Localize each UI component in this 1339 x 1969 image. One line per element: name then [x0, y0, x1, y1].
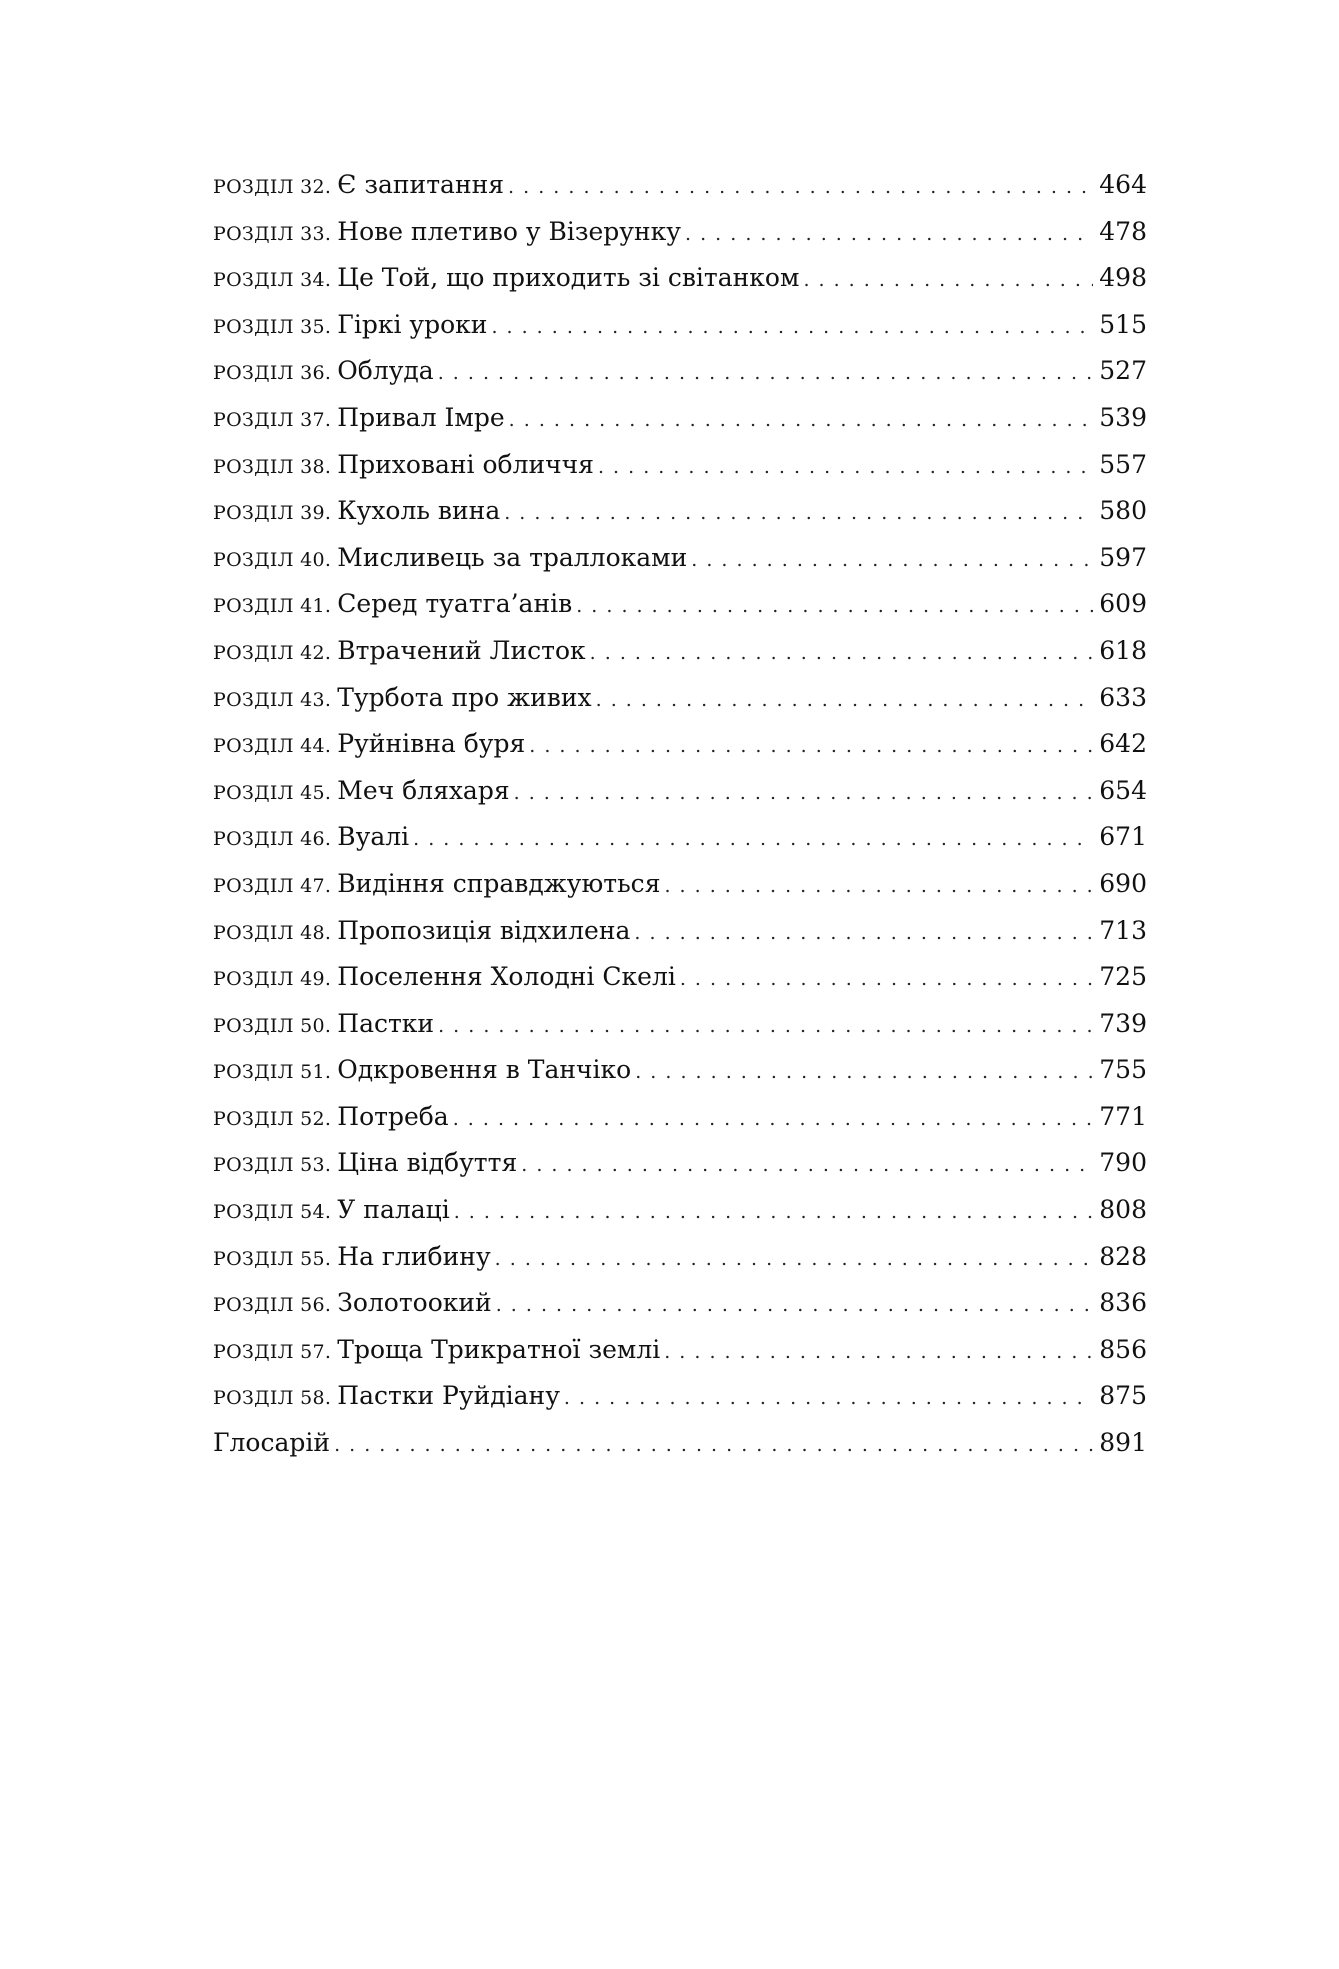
toc-entry[interactable]	[213, 255, 1147, 302]
dot-leader	[514, 770, 1094, 817]
dot-leader	[508, 164, 1093, 211]
chapter-title: Облуда	[337, 356, 434, 386]
toc-entry[interactable]	[213, 768, 1147, 815]
page-number: 713	[1099, 915, 1147, 945]
chapter-title: Пропозиція відхилена	[337, 915, 631, 945]
page-number: 856	[1099, 1334, 1147, 1364]
toc-entry[interactable]	[213, 721, 1147, 768]
dot-leader	[413, 816, 1093, 863]
chapter-title: Приховані обличчя	[337, 449, 594, 479]
chapter-number: РОЗДІЛ 34.	[213, 269, 332, 292]
dot-leader	[521, 1142, 1093, 1189]
page-number: 671	[1099, 822, 1147, 852]
chapter-number: РОЗДІЛ 50.	[213, 1014, 332, 1037]
toc-entry[interactable]	[213, 395, 1147, 442]
dot-leader	[495, 1236, 1094, 1283]
chapter-number: РОЗДІЛ 36.	[213, 362, 332, 385]
chapter-number: РОЗДІЛ 42.	[213, 641, 332, 664]
dot-leader	[509, 397, 1094, 444]
chapter-title: Поселення Холодні Скелі	[337, 962, 676, 992]
toc-entry[interactable]	[213, 162, 1147, 209]
dot-leader	[564, 1375, 1093, 1422]
toc-entry[interactable]	[213, 302, 1147, 349]
dot-leader	[803, 257, 1093, 304]
chapter-title: Привал Імре	[337, 402, 505, 432]
dot-leader	[529, 723, 1093, 770]
page-number: 771	[1099, 1101, 1147, 1131]
toc-entry[interactable]	[213, 1187, 1147, 1234]
dot-leader	[438, 1003, 1093, 1050]
chapter-number: РОЗДІЛ 53.	[213, 1154, 332, 1177]
page-number: 836	[1099, 1288, 1147, 1318]
toc-entry[interactable]	[213, 1140, 1147, 1187]
chapter-number: РОЗДІЛ 57.	[213, 1340, 332, 1363]
page-number: 539	[1099, 402, 1147, 432]
page-number: 633	[1099, 682, 1147, 712]
chapter-title: Є запитання	[337, 170, 505, 199]
dot-leader	[453, 1096, 1094, 1143]
chapter-number: РОЗДІЛ 55.	[213, 1247, 332, 1270]
chapter-number: РОЗДІЛ 58.	[213, 1387, 332, 1410]
toc-entry[interactable]	[213, 1094, 1147, 1141]
dot-leader	[635, 1049, 1093, 1096]
chapter-title: Це Той, що приходить зі світанком	[337, 263, 800, 293]
page-number: 464	[1099, 170, 1147, 199]
chapter-title: Потреба	[337, 1101, 449, 1131]
toc-entry[interactable]	[213, 442, 1147, 489]
chapter-title: Пастки	[337, 1008, 435, 1038]
page-number: 875	[1099, 1381, 1147, 1411]
chapter-number: РОЗДІЛ 47.	[213, 874, 332, 897]
page-number: 498	[1099, 263, 1147, 293]
toc-entry[interactable]	[213, 535, 1147, 582]
chapter-title: Гіркі уроки	[337, 309, 488, 339]
table-of-contents	[213, 162, 1147, 1467]
page-number: 597	[1099, 542, 1147, 572]
page-number: 828	[1099, 1241, 1147, 1271]
dot-leader	[691, 537, 1093, 584]
page-number: 755	[1099, 1055, 1147, 1085]
page-number: 580	[1099, 496, 1147, 526]
dot-leader	[680, 956, 1093, 1003]
chapter-number: РОЗДІЛ 33.	[213, 222, 332, 245]
toc-entry[interactable]	[213, 954, 1147, 1001]
chapter-title: Троща Трикратної землі	[337, 1334, 661, 1364]
page-number: 515	[1099, 309, 1147, 339]
toc-entry[interactable]	[213, 581, 1147, 628]
page-number: 642	[1099, 729, 1147, 759]
dot-leader	[438, 350, 1094, 397]
toc-entry[interactable]	[213, 1327, 1147, 1374]
toc-entry[interactable]	[213, 908, 1147, 955]
chapter-number: РОЗДІЛ 38.	[213, 455, 332, 478]
chapter-number: РОЗДІЛ 43.	[213, 688, 332, 711]
chapter-number: РОЗДІЛ 44.	[213, 735, 332, 758]
chapter-title: Мисливець за траллоками	[337, 542, 688, 572]
dot-leader	[590, 630, 1094, 677]
toc-entry[interactable]	[213, 348, 1147, 395]
page-number: 725	[1099, 962, 1147, 992]
page-number: 478	[1099, 216, 1147, 246]
chapter-number: РОЗДІЛ 49.	[213, 968, 332, 991]
chapter-number: РОЗДІЛ 40.	[213, 548, 332, 571]
chapter-title: Одкровення в Танчіко	[337, 1055, 632, 1085]
toc-entry[interactable]	[213, 1420, 1147, 1467]
chapter-number: РОЗДІЛ 46.	[213, 828, 332, 851]
chapter-title: Кухоль вина	[337, 496, 501, 526]
dot-leader	[598, 444, 1093, 491]
dot-leader	[454, 1189, 1094, 1236]
dot-leader	[504, 490, 1093, 537]
page-number: 891	[1099, 1428, 1147, 1458]
chapter-number: РОЗДІЛ 56.	[213, 1294, 332, 1317]
chapter-title: Глосарій	[213, 1428, 331, 1458]
page-number: 557	[1099, 449, 1147, 479]
toc-entry[interactable]	[213, 1234, 1147, 1281]
page-number: 654	[1099, 775, 1147, 805]
chapter-number: РОЗДІЛ 48.	[213, 921, 332, 944]
chapter-title: Нове плетиво у Візерунку	[337, 216, 682, 246]
page-number: 527	[1099, 356, 1147, 386]
chapter-number: РОЗДІЛ 54.	[213, 1201, 332, 1224]
toc-entry[interactable]	[213, 1280, 1147, 1327]
chapter-number: РОЗДІЛ 35.	[213, 315, 332, 338]
chapter-title: Турбота про живих	[337, 682, 592, 712]
chapter-title: Руйнівна буря	[337, 729, 526, 759]
dot-leader	[664, 863, 1093, 910]
dot-leader	[491, 304, 1093, 351]
chapter-title: Втрачений Листок	[337, 635, 586, 665]
toc-entry[interactable]	[213, 209, 1147, 256]
chapter-title: Меч бляхаря	[337, 775, 510, 805]
toc-entry[interactable]	[213, 814, 1147, 861]
dot-leader	[634, 910, 1093, 957]
chapter-number: РОЗДІЛ 41.	[213, 595, 332, 618]
page-number: 790	[1099, 1148, 1147, 1178]
page-number: 690	[1099, 868, 1147, 898]
page-number: 808	[1099, 1195, 1147, 1225]
dot-leader	[334, 1422, 1093, 1469]
dot-leader	[496, 1282, 1094, 1329]
page-number: 618	[1099, 635, 1147, 665]
chapter-title: Видіння справджуються	[337, 868, 661, 898]
chapter-title: Пастки Руйдіану	[337, 1381, 560, 1411]
toc-entry[interactable]	[213, 1001, 1147, 1048]
chapter-title: Серед туатга’анів	[337, 589, 573, 619]
toc-entry[interactable]	[213, 628, 1147, 675]
chapter-number: РОЗДІЛ 32.	[213, 176, 332, 198]
dot-leader	[596, 677, 1094, 724]
toc-entry[interactable]	[213, 1373, 1147, 1420]
toc-entry[interactable]	[213, 1047, 1147, 1094]
dot-leader	[664, 1329, 1093, 1376]
chapter-title: Вуалі	[337, 822, 410, 852]
chapter-number: РОЗДІЛ 45.	[213, 781, 332, 804]
page-number: 739	[1099, 1008, 1147, 1038]
chapter-number: РОЗДІЛ 52.	[213, 1107, 332, 1130]
chapter-title: Золотоокий	[337, 1288, 492, 1318]
page-number: 609	[1099, 589, 1147, 619]
dot-leader	[576, 583, 1093, 630]
chapter-title: Ціна відбуття	[337, 1148, 518, 1178]
chapter-title: На глибину	[337, 1241, 491, 1271]
toc-entry[interactable]	[213, 488, 1147, 535]
dot-leader	[685, 211, 1093, 258]
toc-entry[interactable]	[213, 861, 1147, 908]
toc-entry[interactable]	[213, 675, 1147, 722]
chapter-title: У палаці	[337, 1195, 450, 1225]
chapter-number: РОЗДІЛ 37.	[213, 408, 332, 431]
chapter-number: РОЗДІЛ 39.	[213, 502, 332, 525]
chapter-number: РОЗДІЛ 51.	[213, 1061, 332, 1084]
